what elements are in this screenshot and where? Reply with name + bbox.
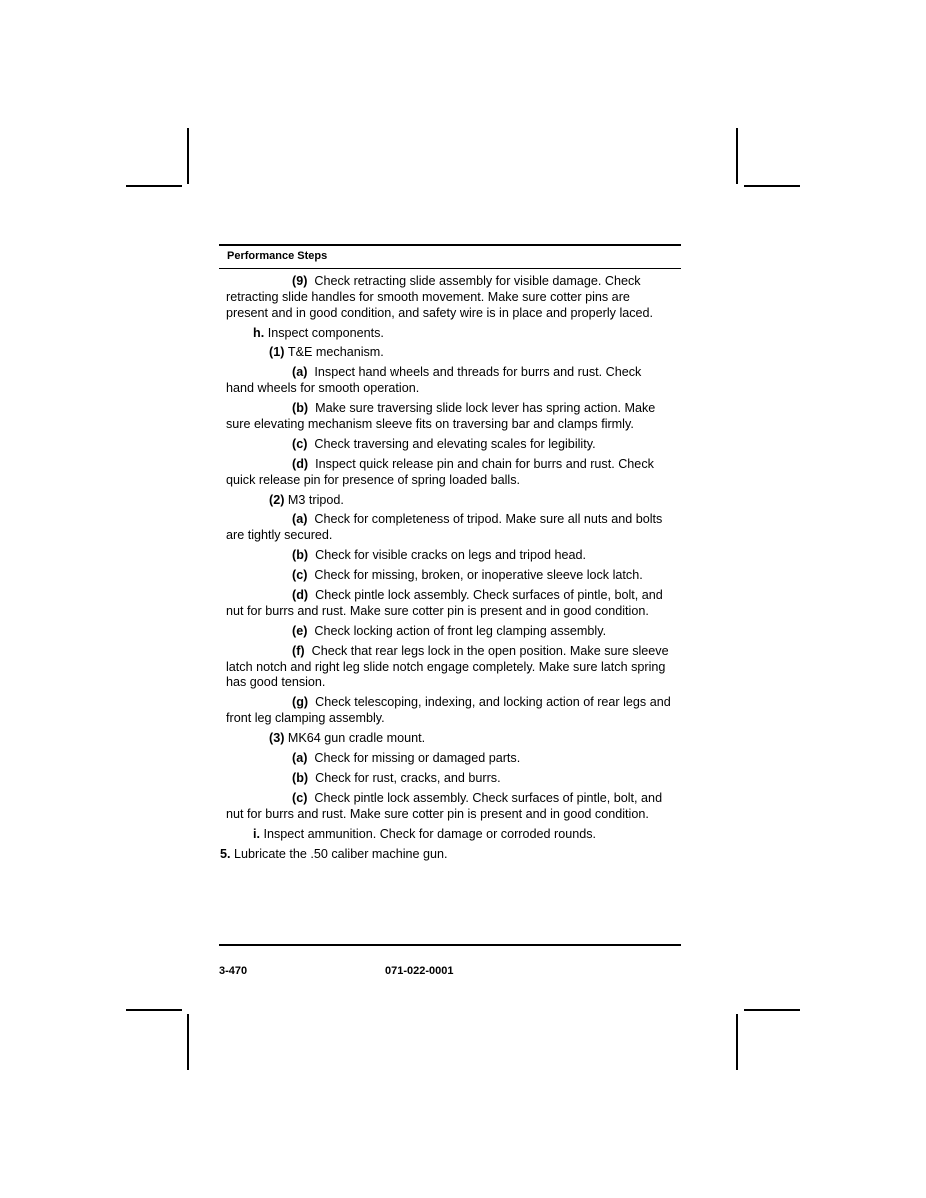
step-text: Inspect components.	[267, 325, 384, 340]
task-number: 071-022-0001	[385, 965, 454, 977]
step-marker: (a)	[292, 365, 308, 380]
footer-rule	[219, 944, 681, 946]
step-marker: 5.	[220, 846, 231, 861]
crop-mark-bottom-left-v	[187, 1014, 189, 1070]
step-item	[220, 846, 672, 863]
step-text: Check for visible cracks on legs and tripod head.	[315, 548, 587, 563]
step-item	[226, 751, 672, 767]
step-item	[226, 365, 672, 397]
step-item	[226, 512, 672, 544]
step-text: Check pintle lock assembly. Check surfaces of pintle, bolt, and nut for burrs and rust. Make sure cotter pin is present and in good condition.	[226, 588, 663, 618]
step-marker: (a)	[292, 750, 308, 765]
step-text: Check for missing or damaged parts.	[314, 750, 521, 765]
step-text: Check for rust, cracks, and burrs.	[315, 770, 501, 785]
step-text: MK64 gun cradle mount.	[287, 731, 426, 746]
step-marker: (c)	[292, 436, 308, 451]
step-text: Check for missing, broken, or inoperative sleeve lock latch.	[314, 568, 643, 583]
step-item	[226, 274, 672, 321]
step-item	[226, 345, 672, 361]
step-item	[226, 568, 672, 584]
step-item	[226, 624, 672, 640]
step-text: Inspect quick release pin and chain for burrs and rust. Check quick release pin for presence of spring loaded balls.	[226, 456, 654, 487]
step-text: Check pintle lock assembly. Check surfaces of pintle, bolt, and nut for burrs and rust. Make sure cotter pin is present and in good condition.	[226, 790, 663, 821]
step-marker: (c)	[292, 790, 308, 805]
step-item	[226, 644, 672, 691]
step-marker: (b)	[292, 548, 309, 563]
step-item	[226, 771, 672, 787]
step-marker: (e)	[292, 623, 308, 638]
step-text: Make sure traversing slide lock lever has spring action. Make sure elevating mechanism sleeve fits on traversing bar and clamps firmly.	[226, 400, 656, 431]
step-text: Inspect ammunition. Check for damage or corroded rounds.	[263, 826, 597, 841]
crop-mark-top-right-h	[744, 185, 800, 187]
crop-mark-bottom-right-v	[736, 1014, 738, 1070]
step-text: Check retracting slide assembly for visible damage. Check retracting slide handles for smooth movement. Make sure cotter pins are present and in good condition, and safety wire is in place and properly laced.	[226, 274, 654, 320]
header-top-rule	[219, 244, 681, 246]
section-heading: Performance Steps	[227, 250, 328, 262]
step-marker: (3)	[269, 731, 285, 746]
step-marker: (2)	[269, 492, 285, 507]
step-item	[226, 457, 672, 489]
performance-steps-content	[220, 274, 672, 862]
step-marker: (d)	[292, 588, 309, 603]
step-text: Check locking action of front leg clamping assembly.	[314, 623, 607, 638]
step-item	[226, 548, 672, 564]
crop-mark-top-right-v	[736, 128, 738, 184]
step-marker: i.	[253, 826, 260, 841]
step-text: M3 tripod.	[287, 492, 344, 507]
step-marker: (b)	[292, 770, 309, 785]
step-marker: (d)	[292, 456, 309, 471]
step-marker: (b)	[292, 400, 309, 415]
step-item	[226, 791, 672, 823]
step-text: Check for completeness of tripod. Make sure all nuts and bolts are tightly secured.	[226, 512, 663, 543]
step-item	[226, 588, 672, 620]
step-marker: (g)	[292, 695, 309, 710]
step-item	[226, 493, 672, 509]
crop-mark-bottom-right-h	[744, 1009, 800, 1011]
step-marker: (f)	[292, 643, 305, 658]
step-item	[226, 731, 672, 747]
step-item	[226, 437, 672, 453]
step-text: Check traversing and elevating scales for legibility.	[314, 436, 596, 451]
step-text: T&E mechanism.	[287, 345, 384, 360]
step-marker: (1)	[269, 345, 285, 360]
step-item	[226, 401, 672, 433]
crop-mark-bottom-left-h	[126, 1009, 182, 1011]
step-text: Lubricate the .50 caliber machine gun.	[234, 846, 448, 861]
crop-mark-top-left-h	[126, 185, 182, 187]
step-marker: (9)	[292, 274, 308, 288]
step-marker: (a)	[292, 512, 308, 527]
step-marker: (c)	[292, 568, 308, 583]
crop-mark-top-left-v	[187, 128, 189, 184]
step-item	[226, 827, 672, 843]
header-bottom-rule	[219, 268, 681, 269]
step-text: Inspect hand wheels and threads for burrs and rust. Check hand wheels for smooth operation.	[226, 365, 642, 395]
step-item	[226, 695, 672, 727]
step-marker: h.	[253, 325, 265, 340]
page-number: 3-470	[219, 965, 248, 977]
step-item	[226, 326, 672, 342]
step-text: Check telescoping, indexing, and locking action of rear legs and front leg clamping assembly.	[226, 695, 671, 726]
step-text: Check that rear legs lock in the open position. Make sure sleeve latch notch and right leg slide notch engage completely. Make sure latch spring has good tension.	[226, 643, 669, 690]
